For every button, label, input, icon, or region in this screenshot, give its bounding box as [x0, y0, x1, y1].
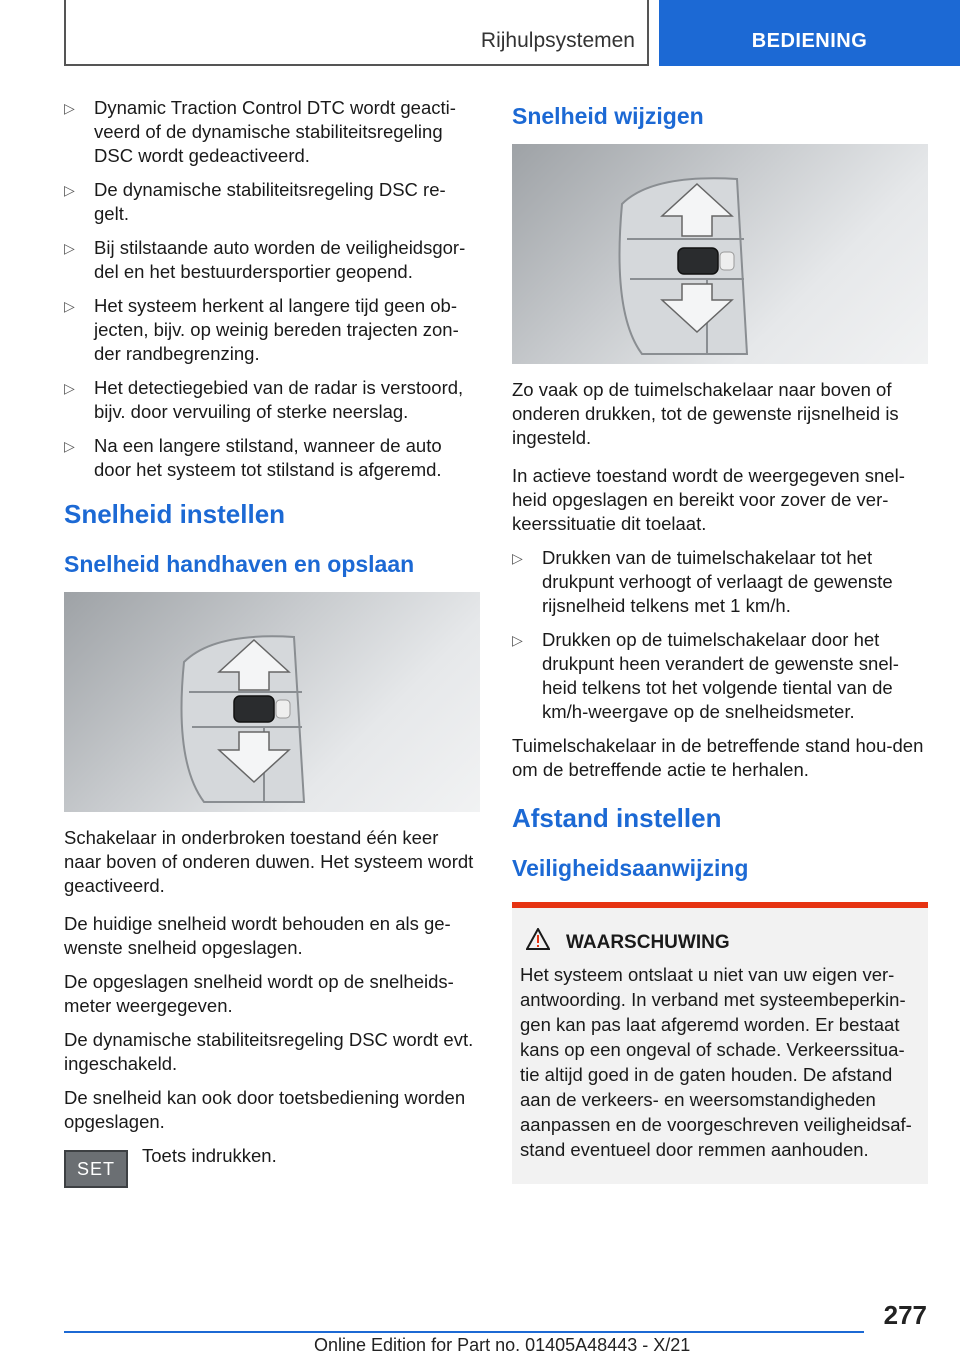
triangle-bullet-icon: ▷ [64, 100, 75, 116]
list-item: ▷ Bij stilstaande auto worden de veiligheidsgor-del en het bestuurdersportier geopend. [64, 237, 466, 282]
list-item: ▷ Het systeem herkent al langere tijd geen ob-jecten, bijv. op weinig bereden trajecten zon-der randbegrenzing. [64, 295, 459, 364]
set-key-row [64, 1144, 480, 1188]
paragraph: Tuimelschakelaar in de betreffende stand hou-den om de betreffende actie te herhalen. [512, 735, 924, 780]
rocker-switch-illustration [64, 592, 480, 812]
heading-snelheid-handhaven: Snelheid handhaven en opslaan [64, 551, 415, 577]
list-item: ▷ Het detectiegebied van de radar is verstoord, bijv. door vervuiling of sterke neerslag. [64, 377, 464, 422]
heading-snelheid-instellen: Snelheid instellen [64, 499, 286, 529]
warning-box [512, 902, 928, 1184]
paragraph: De opgeslagen snelheid wordt op de snelheids-meter weergegeven. [64, 971, 454, 1016]
list-item: ▷ Drukken op de tuimelschakelaar door het drukpunt heen verandert de gewenste snel-heid telkens tot het volgende tiental van de km/h-weergave op de snelheidsmeter. [512, 629, 899, 722]
header-section-title: Rijhulpsystemen [480, 29, 635, 52]
warning-triangle-icon [526, 928, 552, 958]
rocker-switch-illustration [512, 144, 928, 364]
paragraph: Zo vaak op de tuimelschakelaar naar boven of onderen drukken, tot de gewenste rijsnelheid is ingesteld. [512, 379, 899, 448]
paragraph: In actieve toestand wordt de weergegeven snel-heid opgeslagen en bereikt voor zover de ver-keerssituatie dit toelaat. [512, 465, 905, 534]
paragraph: De huidige snelheid wordt behouden en als ge-wenste snelheid opgeslagen. [64, 913, 451, 958]
list-item: ▷ Drukken van de tuimelschakelaar tot het drukpunt verhoogt of verlaagt de gewenste rijsnelheid telkens met 1 km/h. [512, 547, 893, 616]
steering-switch-photo [64, 592, 480, 812]
list-item: ▷ Na een langere stilstand, wanneer de auto door het systeem tot stilstand is afgeremd. [64, 435, 442, 480]
list-item: ▷ De dynamische stabiliteitsregeling DSC re-gelt. [64, 179, 446, 224]
triangle-bullet-icon: ▷ [64, 438, 75, 454]
footer-divider [64, 1331, 864, 1333]
set-key-instruction: Toets indrukken. [142, 1145, 277, 1166]
header-section-tab [64, 0, 649, 66]
triangle-bullet-icon: ▷ [64, 182, 75, 198]
header-chapter-title: BEDIENING [751, 30, 868, 52]
right-bullet-list [512, 546, 928, 724]
paragraph: De snelheid kan ook door toetsbediening worden opgeslagen. [64, 1087, 466, 1132]
header-chapter-tab [659, 0, 960, 66]
steering-switch-photo-2 [512, 144, 928, 364]
left-column [64, 96, 480, 1188]
footer-edition: Online Edition for Part no. 01405A48443 - X/21 [314, 1335, 691, 1355]
heading-veiligheidsaanwijzing: Veiligheidsaanwijzing [512, 855, 749, 881]
warning-text: Het systeem ontslaat u niet van uw eigen ver-antwoording. In verband met systeembeperkin-gen kan pas laat afgeremd worden. Er bestaat kans op een ongeval of schade. Verkeerssitua-tie altijd goed in de gaten houden. De afstand aan de verkeers- en weersomstandigheden aanpassen en de voorgeschreven veiligheidsaf-stand eventueel door remmen aanhouden. [520, 964, 912, 1160]
triangle-bullet-icon: ▷ [64, 380, 75, 396]
paragraph: De dynamische stabiliteitsregeling DSC wordt evt. ingeschakeld. [64, 1029, 474, 1074]
list-item: ▷ Dynamic Traction Control DTC wordt geacti-veerd of de dynamische stabiliteitsregeling DSC wordt gedeactiveerd. [64, 97, 456, 166]
paragraph: Schakelaar in onderbroken toestand één keer naar boven of onderen duwen. Het systeem wordt geactiveerd. [64, 827, 474, 896]
triangle-bullet-icon: ▷ [512, 550, 523, 566]
set-key-icon: SET [64, 1150, 128, 1188]
triangle-bullet-icon: ▷ [64, 298, 75, 314]
triangle-bullet-icon: ▷ [512, 632, 523, 648]
triangle-bullet-icon: ▷ [64, 240, 75, 256]
heading-afstand-instellen: Afstand instellen [512, 803, 722, 833]
heading-snelheid-wijzigen: Snelheid wijzigen [512, 103, 704, 129]
left-bullet-list [64, 96, 480, 482]
right-column [512, 96, 928, 1184]
page-number: 277 [883, 1300, 927, 1330]
warning-title: WAARSCHUWING [520, 928, 920, 958]
